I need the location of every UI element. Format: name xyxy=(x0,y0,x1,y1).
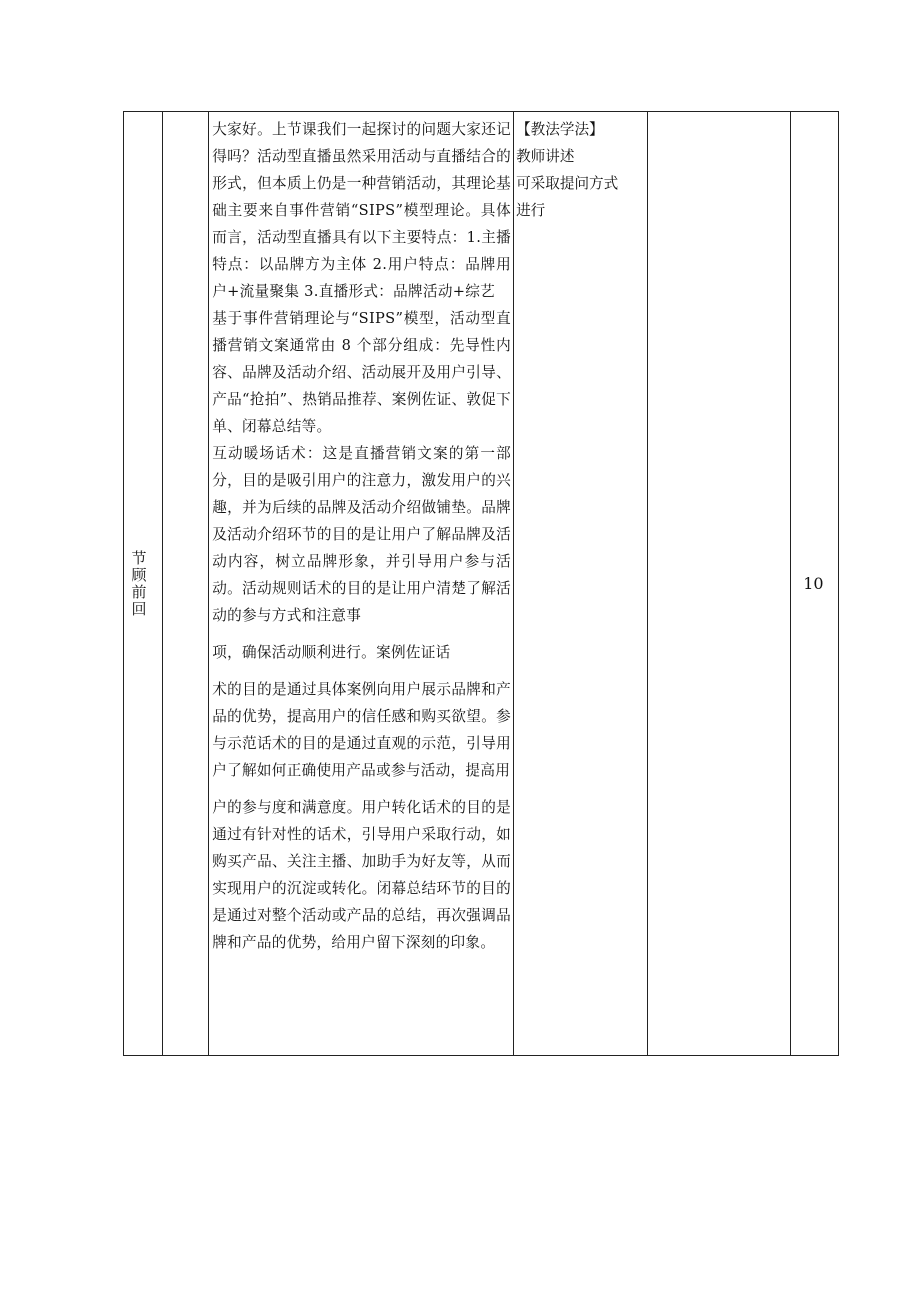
time-value: 10 xyxy=(803,574,824,593)
method-heading: 【教法学法】 xyxy=(516,121,604,138)
content-paragraph: 基于事件营销理论与“SIPS”模型，活动型直播营销文案通常由 8 个部分组成：先导性内容、品牌及活动介绍、活动展开及用户引导、产品“抢拍”、热销品推荐、案例佐证、敦促下单、闭幕总结等。 xyxy=(212,310,512,435)
table-row xyxy=(124,112,839,1056)
time-cell xyxy=(790,112,838,1056)
method-cell xyxy=(514,112,648,1056)
method-line: 教师讲述 xyxy=(516,148,575,165)
content-paragraph: 术的目的是通过具体案例向用户展示品牌和产品的优势，提高用户的信任感和购买欲望。参与示范话术的目的是通过直观的示范，引导用户了解如何正确使用产品或参与活动，提高用 xyxy=(212,681,512,779)
method-line: 可采取提问方式 xyxy=(516,175,619,192)
stage-label: 节顾前回 xyxy=(131,548,147,618)
content-cell xyxy=(209,112,514,1056)
content-paragraph: 户的参与度和满意度。用户转化话术的目的是通过有针对性的话术，引导用户采取行动，如购买产品、关注主播、加助手为好友等，从而实现用户的沉淀或转化。闭幕总结环节的目的是通过对整个活动或产品的总结，再次强调品牌和产品的优势，给用户留下深刻的印象。 xyxy=(212,799,512,951)
content-paragraph: 大家好。上节课我们一起探讨的问题大家还记得吗？活动型直播虽然采用活动与直播结合的形式，但本质上仍是一种营销活动，其理论基础主要来自事件营销“SIPS”模型理论。具体而言，活动型直播具有以下主要特点：1.主播特点：以品牌方为主体 2.用户特点：品牌用户+流量聚集 3.直播形式：品牌活动+综艺 xyxy=(212,121,512,300)
lesson-plan-table xyxy=(123,111,839,1056)
empty-cell xyxy=(163,112,209,1056)
empty-cell xyxy=(648,112,790,1056)
content-paragraph: 项，确保活动顺利进行。案例佐证话 xyxy=(212,644,451,661)
method-line: 进行 xyxy=(516,202,546,219)
stage-cell xyxy=(124,112,163,1056)
content-paragraph: 互动暖场话术：这是直播营销文案的第一部分，目的是吸引用户的注意力，激发用户的兴趣，并为后续的品牌及活动介绍做铺垫。品牌及活动介绍环节的目的是让用户了解品牌及活动内容，树立品牌形象，并引导用户参与活动。活动规则话术的目的是让用户清楚了解活动的参与方式和注意事 xyxy=(212,445,512,624)
